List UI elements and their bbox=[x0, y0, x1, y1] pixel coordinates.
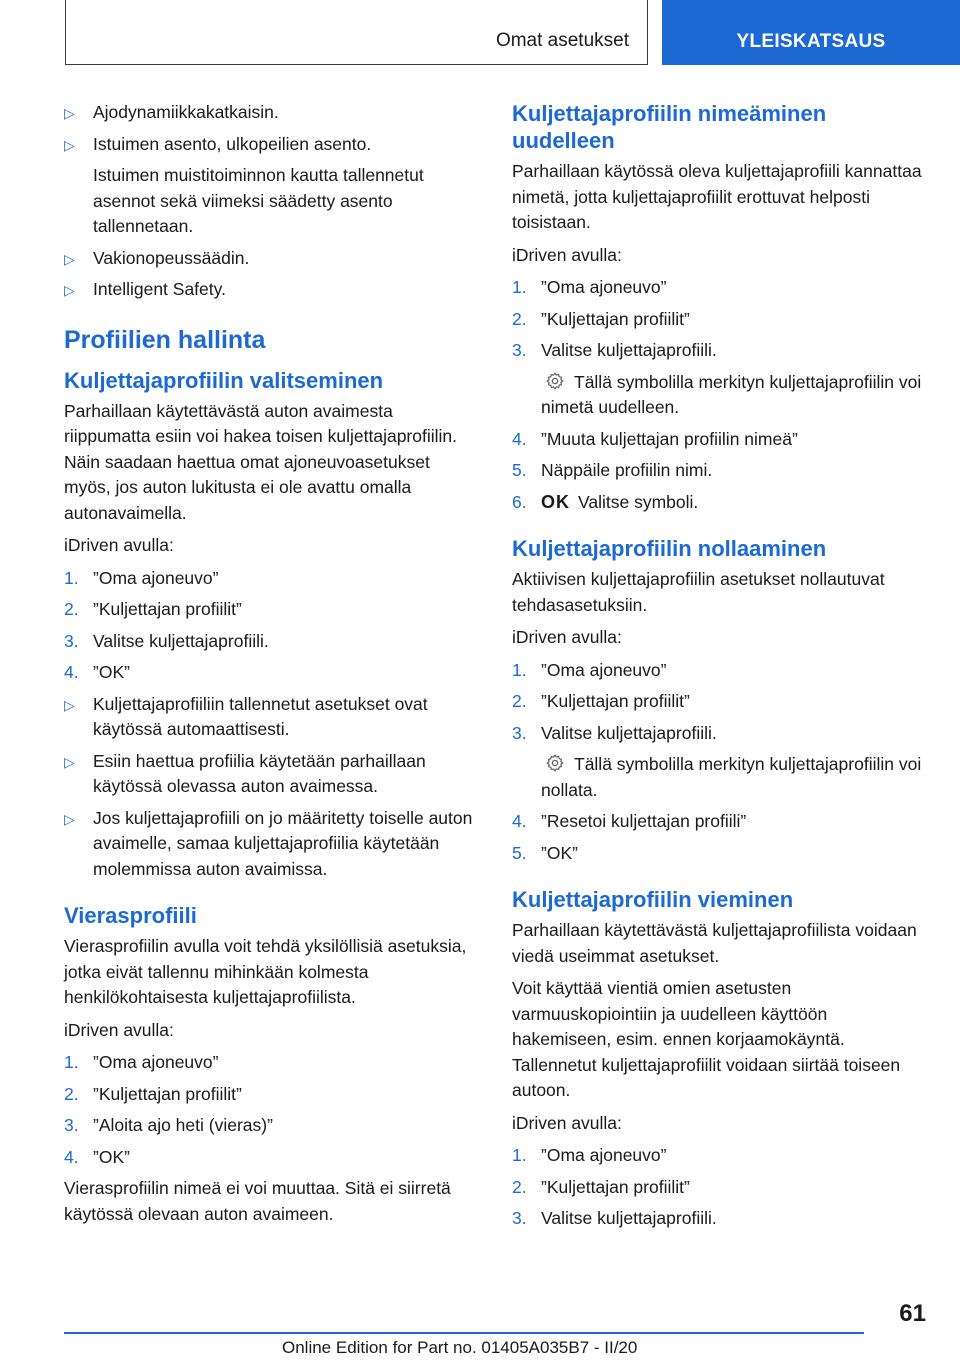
step-item: 5. Näppäile profiilin nimi. bbox=[512, 460, 713, 480]
list-item: ▷ Jos kuljettajaprofiili on jo määritetty toiselle auton avaimelle, samaa kuljettajaprofiilia käytetään molemmissa auton avaimissa. bbox=[64, 807, 473, 879]
step-item: 1. ”Oma ajoneuvo” bbox=[512, 1145, 667, 1165]
paragraph: Vierasprofiilin avulla voit tehdä yksilöllisiä asetuksia, jotka eivät tallennu mihinkään kolmesta henkilökohtaisesta kuljettajaprofiilista. bbox=[64, 936, 467, 1007]
paragraph: iDriven avulla: bbox=[512, 1112, 622, 1133]
reset-symbol-note: Tällä symbolilla merkityn kuljettajaprofiilin voi nollata. bbox=[541, 754, 922, 800]
step-item: 4. ”Resetoi kuljettajan profiili” bbox=[512, 811, 747, 831]
step-item: 3. Valitse kuljettajaprofiili. bbox=[512, 340, 717, 360]
heading-reset-profile: Kuljettajaprofiilin nollaaminen bbox=[512, 536, 827, 561]
step-item: 4. ”OK” bbox=[64, 662, 130, 682]
paragraph: iDriven avulla: bbox=[512, 244, 622, 265]
gear-icon bbox=[545, 753, 565, 773]
triangle-bullet-icon: ▷ bbox=[64, 696, 75, 713]
triangle-bullet-icon: ▷ bbox=[64, 753, 75, 770]
triangle-bullet-icon: ▷ bbox=[64, 105, 75, 121]
step-item: 3. Valitse kuljettajaprofiili. bbox=[512, 1208, 717, 1228]
header-chapter-label: YLEISKATSAUS bbox=[736, 31, 886, 52]
page-header bbox=[0, 0, 960, 66]
right-column bbox=[512, 100, 928, 1238]
step-item: 1. ”Oma ajoneuvo” bbox=[64, 1052, 219, 1072]
step-item: 2. ”Kuljettajan profiilit” bbox=[512, 308, 690, 329]
step-item: 2. ”Kuljettajan profiilit” bbox=[64, 599, 242, 619]
step-item: 1. ”Oma ajoneuvo” bbox=[512, 277, 667, 297]
triangle-bullet-icon: ▷ bbox=[64, 810, 75, 827]
step-item: 6. OK Valitse symboli. bbox=[512, 490, 928, 516]
list-item: ▷ Istuimen asento, ulkopeilien asento. bbox=[64, 132, 478, 158]
heading-guest-profile: Vierasprofiili bbox=[64, 903, 197, 928]
step-item: 3. Valitse kuljettajaprofiili. bbox=[64, 630, 269, 651]
heading-profile-management: Profiilien hallinta bbox=[64, 325, 266, 354]
step-item: 3. ”Aloita ajo heti (vieras)” bbox=[64, 1115, 273, 1135]
list-item: ▷ Vakionopeussäädin. bbox=[64, 246, 478, 272]
gear-icon bbox=[545, 371, 565, 391]
page-number: 61 bbox=[899, 1300, 926, 1327]
heading-select-profile: Kuljettajaprofiilin valitseminen bbox=[64, 367, 384, 393]
heading-export-profile: Kuljettajaprofiilin vieminen bbox=[512, 887, 794, 912]
paragraph: Vierasprofiilin nimeä ei voi muuttaa. Sitä ei siirretä käytössä olevaan auton avaimeen. bbox=[64, 1178, 451, 1224]
header-section-box bbox=[65, 0, 648, 65]
paragraph: Parhaillaan käytettävästä kuljettajaprofiilista voidaan viedä useimmat asetukset. bbox=[512, 920, 917, 966]
paragraph: Parhaillaan käytössä oleva kuljettajaprofiili kannattaa nimetä, jotta kuljettajaprofiilit erottuvat helposti toisistaan. bbox=[512, 161, 922, 232]
step-item: 1. ”Oma ajoneuvo” bbox=[512, 659, 667, 680]
step-item: 2. ”Kuljettajan profiilit” bbox=[64, 1083, 242, 1104]
ok-symbol-icon: OK bbox=[541, 491, 570, 512]
step-item: 2. ”Kuljettajan profiilit” bbox=[512, 1176, 690, 1197]
paragraph: Parhaillaan käytettävästä auton avaimesta riippumatta esiin voi hakea toisen kuljettajaprofiilin. Näin saadaan haettua omat ajoneuvoasetukset myös, jos auton lukitusta ei ole avattu omalla autonavaimella. bbox=[64, 400, 457, 523]
seat-memory-note: Istuimen muistitoiminnon kautta tallennetut asennot sekä viimeksi säädetty asento tallennetaan. bbox=[93, 165, 424, 236]
list-item: ▷ Intelligent Safety. bbox=[64, 277, 478, 303]
list-item: ▷ Kuljettajaprofiiliin tallennetut asetukset ovat käytössä automaattisesti. bbox=[64, 693, 428, 739]
step-item: 4. ”Muuta kuljettajan profiilin nimeä” bbox=[512, 428, 798, 449]
triangle-bullet-icon: ▷ bbox=[64, 136, 75, 153]
paragraph: Aktiivisen kuljettajaprofiilin asetukset nollautuvat tehdasasetuksiin. bbox=[512, 569, 885, 615]
step-item: 2. ”Kuljettajan profiilit” bbox=[512, 691, 690, 711]
list-item: ▷ Ajodynamiikkakatkaisin. bbox=[64, 100, 478, 126]
step-item: 4. ”OK” bbox=[64, 1146, 130, 1167]
paragraph: iDriven avulla: bbox=[512, 627, 622, 647]
step-item: 5. ”OK” bbox=[512, 842, 578, 863]
triangle-bullet-icon: ▷ bbox=[64, 250, 75, 267]
left-column bbox=[64, 100, 478, 1234]
list-item: ▷ Esiin haettua profiilia käytetään parhaillaan käytössä olevassa auton avaimessa. bbox=[64, 750, 426, 796]
header-chapter-tab[interactable] bbox=[662, 0, 960, 65]
paragraph: Voit käyttää vientiä omien asetusten varmuuskopiointiin ja uudelleen käyttöön hakemiseen, esim. ennen korjaamokäyntä. Tallennetut kuljettajaprofiilit voidaan siirtää toiseen autoon. bbox=[512, 978, 901, 1100]
paragraph: iDriven avulla: bbox=[64, 1019, 174, 1040]
rename-symbol-note: Tällä symbolilla merkityn kuljettajaprofiilin voi nimetä uudelleen. bbox=[541, 371, 922, 417]
step-item: 3. Valitse kuljettajaprofiili. bbox=[512, 722, 717, 743]
footer-divider bbox=[64, 1332, 864, 1334]
triangle-bullet-icon: ▷ bbox=[64, 282, 75, 298]
paragraph: iDriven avulla: bbox=[64, 535, 174, 555]
header-section-title: Omat asetukset bbox=[495, 30, 629, 51]
heading-rename-profile: Kuljettajaprofiilin nimeäminen uudelleen bbox=[512, 101, 827, 153]
footer-edition: Online Edition for Part no. 01405A035B7 - II/20 bbox=[282, 1338, 638, 1357]
step-item: 1. ”Oma ajoneuvo” bbox=[64, 567, 219, 588]
